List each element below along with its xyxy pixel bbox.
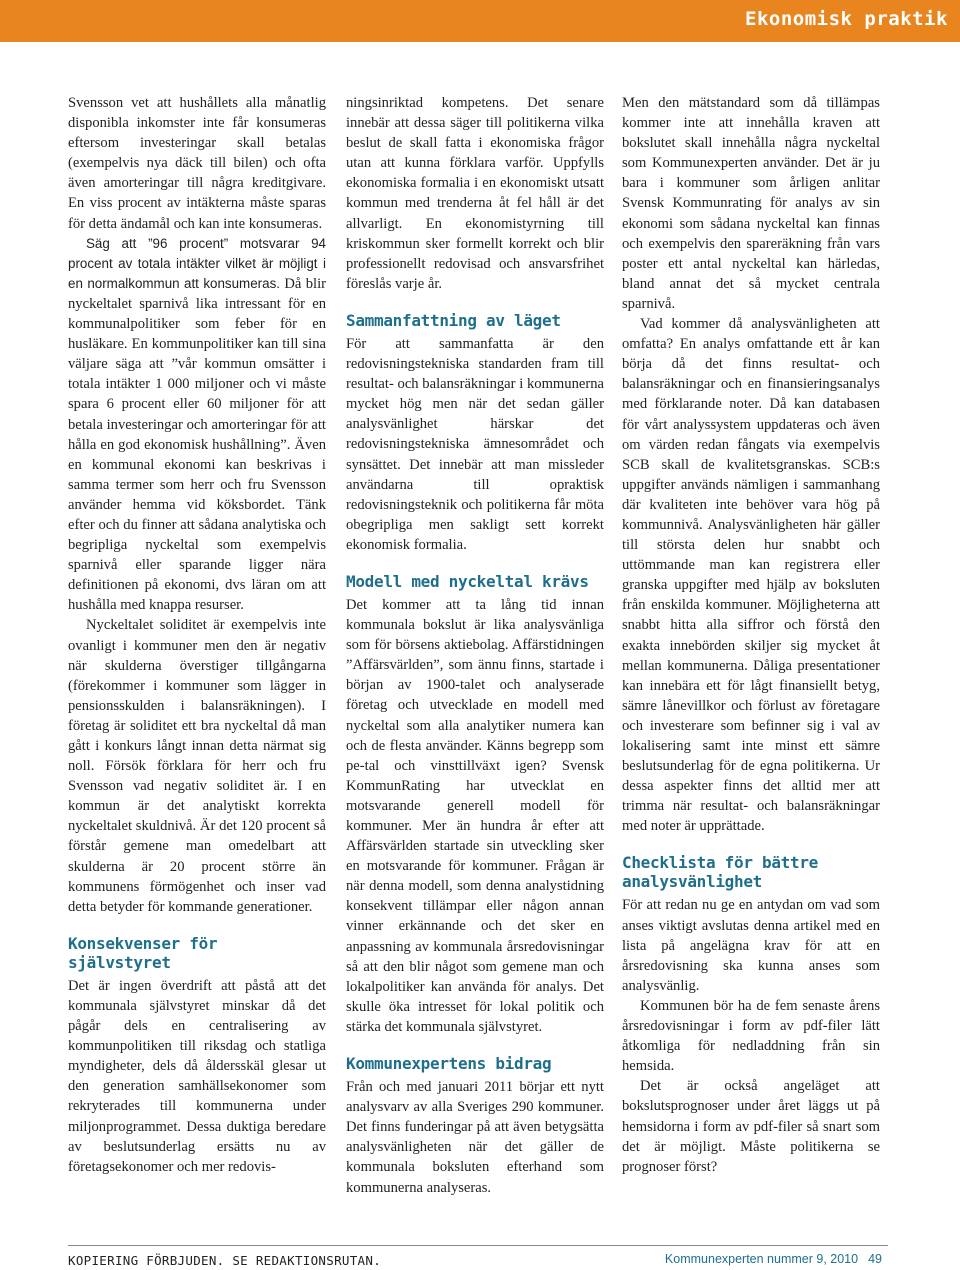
subheading-checklista: Checklista för bättre analysvänlighet bbox=[622, 853, 818, 892]
publication-name: Kommunexperten nummer 9, 2010 bbox=[664, 1252, 859, 1266]
paragraph-body: Då blir nyckeltalet sparnivå lika intressant för en kommunalpolitiker som feber för en husläkare. En kommunpolitiker kan till sina väljare säga att ”vår kommun omsätter i totala intäkter 1 000 miljoner och vi måste spara 6 procent eller 60 miljoner för att betala investeringar och amorteringar för att hålla en god ekonomisk hushållning”. Även en kommunal ekonomi kan beskrivas i samma termer som herr och fru Svensson använder hemma vid köksbordet. Tänk efter och du finner att sådana analytiska och begripliga nyckeltal som exempelvis sparnivå eller sparande ligger nära definitionen på ekonomi, dvs läran om att hushålla med knappa resurser. bbox=[68, 275, 326, 614]
column-3 bbox=[622, 93, 880, 1177]
column-2 bbox=[346, 93, 604, 1198]
paragraph: Det är ingen överdrift att påstå att det kommunala självstyret minskar då det pågår dels en centralisering av kommunpolitiken till riksdag och statliga myndigheter, dels då åldersskäl glesar ut den generation samhällsekonomer som rekryterades till kommunerna under miljonprogrammet. Dessa duktiga beredare av beslutsunderlag ersätts nu av företagsekonomer och mer redovis- bbox=[68, 977, 326, 1175]
section-header-bar bbox=[0, 0, 960, 42]
page-number: 49 bbox=[868, 1252, 882, 1266]
footer-divider bbox=[68, 1245, 888, 1246]
paragraph: Svensson vet att hushållets alla månatlig disponibla inkomster inte får konsumeras eftersom investeringar skall betalas (exempelvis nya däck till bilen) och ofta även amorteringar till några kreditgivare. En viss procent av intäkterna måste sparas för detta ändamål och kan inte konsumeras. bbox=[68, 95, 326, 232]
paragraph: Kommunen bör ha de fem senaste årens årsredovisningar i form av pdf-filer lätt åtkomliga för nedladdning från sin hemsida. bbox=[622, 997, 880, 1075]
paragraph: Från och med januari 2011 börjar ett nytt analysvarv av alla Sveriges 290 kommuner. Det finns funderingar på att även betygsätta analysvänligheten när det gäller de kommunala boksluten efterhand som kommunerna analyseras. bbox=[346, 1079, 604, 1196]
subheading-kommunexpertens-bidrag: Kommunexpertens bidrag bbox=[346, 1054, 552, 1074]
footer-publication-info bbox=[665, 1252, 882, 1266]
paragraph: För att redan nu ge en antydan om vad som anses viktigt avslutas denna artikel med en lista på angelägna krav för att en årsredovisning ska kunna anses som analysvänlig. bbox=[622, 897, 880, 994]
paragraph: Vad kommer då analysvänligheten att omfatta? En analys omfattande ett år kan börja då det finns resultat- och balansräkningar och en finansieringsanalys med förklarande noter. Då kan databasen för vårt analyssystem uppdateras och även om värden redan fångats via exempelvis SCB skall de kvalitetsgranskas. SCB:s uppgifter används nämligen i sammanhang där kvaliteten inte behöver vara hög på kommunnivå. Analysvänligheten här gäller till största delen hur snabbt och uttömmande man kan registrera eller granska uppgifter med hjälp av boksluten från enskilda kommuner. Möjligheterna att snabbt hitta alla siffror och förstå den exakta innebörden skiljer sig mycket åt mellan kommunerna. Dåliga presentationer kan innebära ett för lågt finansiellt betyg, sämre lånevillkor och förlust av företagare och investerare som befinner sig i val av lokalisering samt inte minst ett sämre beslutsunderlag för de egna politikerna. Ur dessa aspekter finns det alltid mer att trimma när resultat- och balansräkningar med noter är upprättade. bbox=[622, 316, 880, 835]
copyright-notice: KOPIERING FÖRBJUDEN. SE REDAKTIONSRUTAN. bbox=[68, 1253, 382, 1268]
paragraph: Men den mätstandard som då tillämpas kommer inte att innehålla kraven att bokslutet skall innehålla några nyckeltal som Kommunexperten använder. Det är ju bara i kommuner som årligen anlitar Svensk Kommunrating för analys av sin ekonomi som sådana nyckeltal kan finnas och exempelvis den spareräkning från vars poster ett antal nyckeltal kan härledas, bland annat det så mycket centrala sparnivå. bbox=[622, 95, 880, 312]
section-title: Ekonomisk praktik bbox=[745, 8, 948, 30]
paragraph bbox=[68, 234, 326, 616]
column-1 bbox=[68, 93, 326, 1177]
subheading-modell: Modell med nyckeltal krävs bbox=[346, 571, 589, 591]
subheading-sammanfattning: Sammanfattning av läget bbox=[346, 310, 561, 330]
paragraph-lead: Säg att ”96 procent” motsvarar 94 procent av totala intäkter vilket är möjligt i en normalkommun att konsumeras. bbox=[68, 235, 326, 291]
paragraph: Nyckeltalet soliditet är exempelvis inte ovanligt i kommuner men den är negativ när skulderna överstiger tillgångarna (förekommer i kommuner som lägger in pensionsskulden i balansräkningen). I företag är soliditet ett bra nyckeltal då man gått i konkurs långt innan detta närmat sig noll. Försök förklara för herr och fru Svensson vad negativ soliditet är. I en kommun är det analytiskt korrekta nyckeltalet skuldnivå. Är det 120 procent så förstår gemene man omedelbart att skulderna är 20 procent större än kommunens förmögenhet och inser vad detta betyder för kommande generationer. bbox=[68, 617, 326, 915]
paragraph: Det är också angeläget att bokslutsprognoser under året läggs ut på hemsidorna i form av pdf-filer så snart som det är möjligt. Måste politikerna se prognoser först? bbox=[622, 1078, 880, 1175]
paragraph: Det kommer att ta lång tid innan kommunala bokslut är lika analysvänliga som för börsens aktiebolag. Affärstidningen ”Affärsvärlden”, som ännu finns, startade i början av 1900-talet och analyserade företag och utvecklade en modell med nyckeltal som alla analytiker numera kan och de flesta använder. Känns begrepp som pe-tal och vinsttillväxt igen? Svensk KommunRating har utvecklat en motsvarande generell modell för kommuner. Mer än hundra år efter att Affärsvärlden startade sin utveckling sker en motsvarande för kommuner. Frågan är när denna modell, som denna analystidning konsekvent tillämpar eller någon annan vinner erkännande och det sker en anpassning av kommunala årsredovisningar så att den blir något som gemene man och lokalpolitiker kan använda för analys. Det skulle öka intresset för lokal politik och stärka det kommunala självstyret. bbox=[346, 596, 604, 1035]
paragraph: ningsinriktad kompetens. Det senare innebär att dessa säger till politikerna vilka beslut de skall fatta i ekonomiska frågor utan att kunna förklara varför. Uppfylls ekonomiska formalia i en ekonomiskt utsatt kommun med trenderna åt fel håll är det allvarligt. En ekonomistyrning till kriskommun sker formellt korrekt och blir professionellt redovisad och ansvarsfrihet föreslås varje år. bbox=[346, 95, 604, 292]
paragraph: För att sammanfatta är den redovisningstekniska standarden fram till resultat- och balansräkningar i kommunerna mycket hög men när det sedan gäller analysvänlighet härskar det redovisningstekniska ämnesområdet och synsättet. Det innebär att man missleder användarna till opraktisk redovisningsteknik och politikerna får möta obegripliga men sakligt sett korrekt ekonomisk formalia. bbox=[346, 335, 604, 553]
subheading-konsekvenser: Konsekvenser för självstyret bbox=[68, 933, 218, 972]
